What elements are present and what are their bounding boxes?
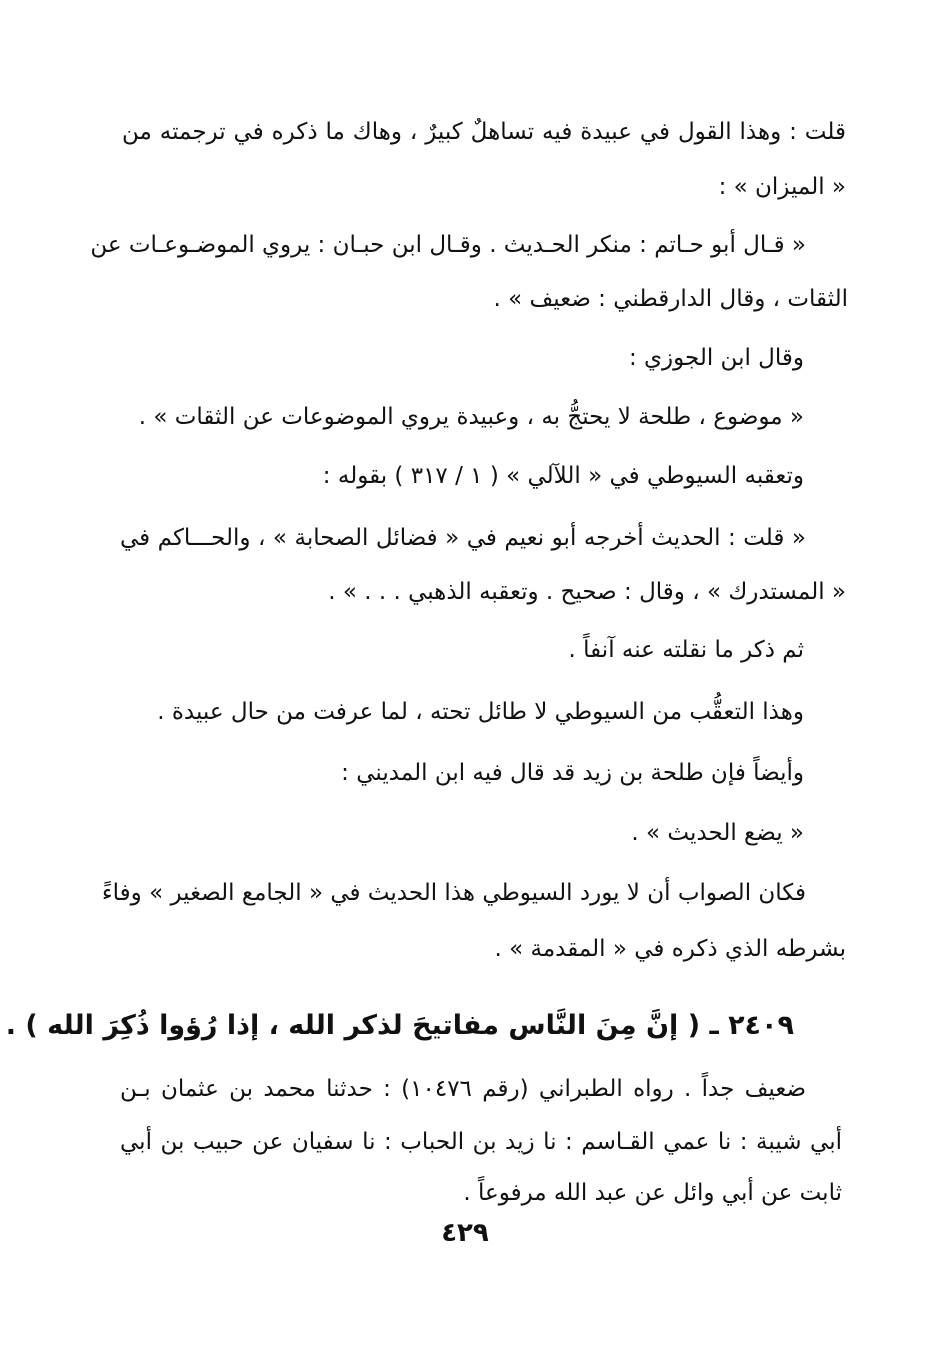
text-line-11: وهذا التعقُّب من السيوطي لا طائل تحته ، لما عرفت من حال عبيدة . xyxy=(157,699,804,725)
text-line-18: أبي شيبة : نا عمي القـاسم : نا زيد بن الحباب : نا سفيان عن حبيب بن أبي xyxy=(120,1129,842,1155)
text-line-7: وتعقبه السيوطي في « اللآلي » ( ١ / ٣١٧ ) بقوله : xyxy=(322,463,804,489)
text-line-5: وقال ابن الجوزي : xyxy=(628,345,804,371)
text-line-14: فكان الصواب أن لا يورد السيوطي هذا الحديث في « الجامع الصغير » وفاءً xyxy=(101,880,806,906)
text-line-19: ثابت عن أبي وائل عن عبد الله مرفوعاً . xyxy=(463,1180,842,1206)
text-line-9: « المستدرك » ، وقال : صحيح . وتعقبه الذهبي . . . » . xyxy=(328,579,846,605)
text-line-10: ثم ذكر ما نقلته عنه آنفاً . xyxy=(568,637,804,663)
page-number: ٤٢٩ xyxy=(441,1218,489,1248)
text-line-3: « قـال أبو حـاتم : منكر الحـديث . وقـال ابن حبـان : يروي الموضـوعـات عن xyxy=(90,232,806,258)
text-line-13: « يضع الحديث » . xyxy=(631,820,804,846)
text-line-17: ضعيف جداً . رواه الطبراني (رقم ١٠٤٧٦) : حدثنا محمد بن عثمان بـن xyxy=(120,1076,806,1102)
text-line-1: قلت : وهذا القول في عبيدة فيه تساهلٌ كبيرٌ ، وهاك ما ذكره في ترجمته من xyxy=(122,119,846,145)
hadith-heading: ٢٤٠٩ ـ ( إنَّ مِنَ النَّاس مفاتيحَ لذكر الله ، إذا رُؤوا ذُكِرَ الله ) . xyxy=(5,1010,794,1041)
text-line-8: « قلت : الحديث أخرجه أبو نعيم في « فضائل الصحابة » ، والحـــاكم في xyxy=(120,525,806,551)
text-line-15: بشرطه الذي ذكره في « المقدمة » . xyxy=(494,936,846,962)
text-line-6: « موضوع ، طلحة لا يحتجُّ به ، وعبيدة يروي الموضوعات عن الثقات » . xyxy=(138,404,804,430)
text-line-2: « الميزان » : xyxy=(718,174,846,200)
text-line-12: وأيضاً فإن طلحة بن زيد قد قال فيه ابن المديني : xyxy=(341,760,804,786)
text-line-4: الثقات ، وقال الدارقطني : ضعيف » . xyxy=(493,286,848,312)
